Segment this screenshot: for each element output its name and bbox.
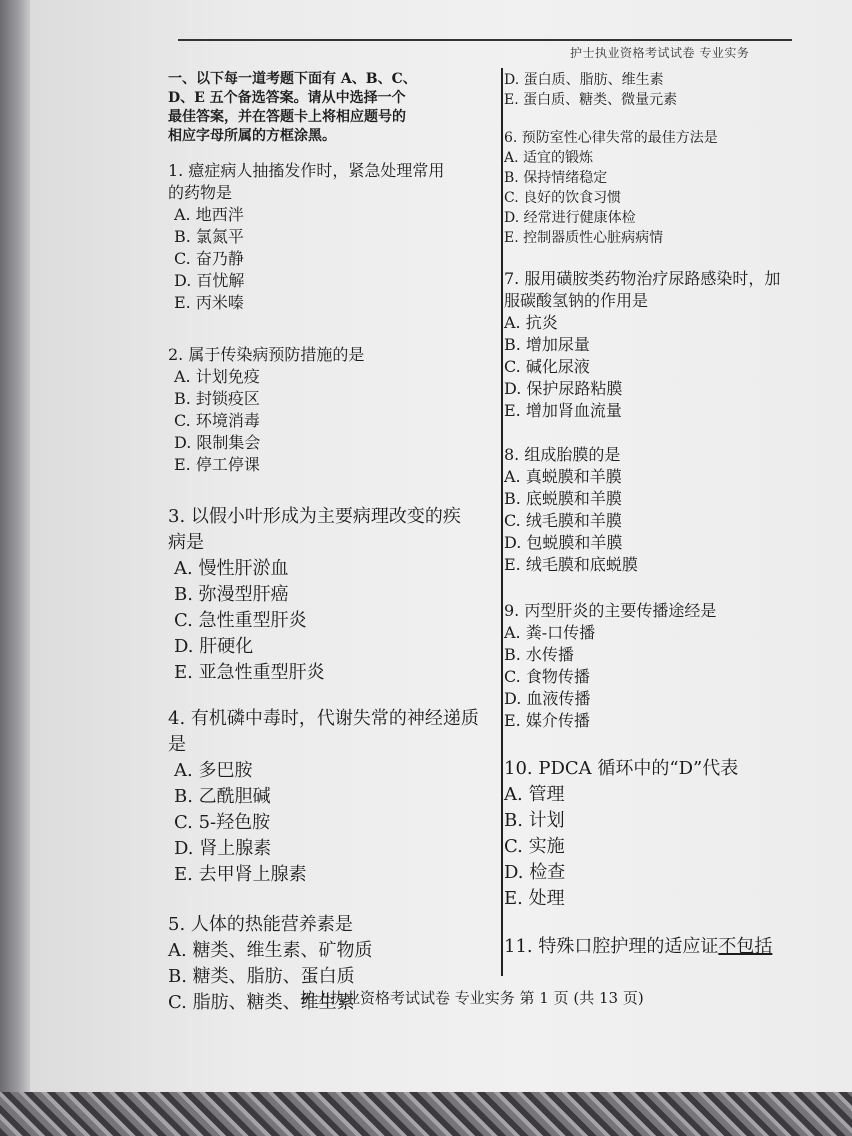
instruction-line: D、E 五个备选答案。请从中选择一个 [168, 90, 406, 106]
book-spine-shadow [0, 0, 30, 1136]
option-a: A. 粪-口传播 [504, 623, 596, 642]
option-c: C. 5-羟色胺 [174, 812, 271, 833]
question-stem: 的药物是 [168, 183, 233, 202]
option-b: B. 保持情绪稳定 [504, 170, 608, 186]
option-b: B. 糖类、脂肪、蛋白质 [168, 966, 355, 987]
option-e: E. 停工停课 [174, 455, 260, 474]
option-b: B. 计划 [504, 810, 565, 831]
question-stem-text: 11. 特殊口腔护理的适应证 [504, 936, 719, 957]
option-e: E. 增加肾血流量 [504, 401, 622, 420]
question-11 [504, 934, 816, 960]
question-stem: 8. 组成胎膜的是 [504, 445, 621, 464]
question-stem: 病是 [168, 532, 204, 553]
option-c: C. 急性重型肝炎 [174, 610, 307, 631]
page-header-title: 护士执业资格考试试卷 专业实务 [570, 46, 750, 60]
question-2 [168, 344, 486, 476]
question-1 [168, 160, 486, 314]
option-d: D. 经常进行健康体检 [504, 210, 636, 226]
option-a: A. 慢性肝淤血 [174, 558, 289, 579]
option-a: A. 计划免疫 [174, 367, 260, 386]
option-d: D. 蛋白质、脂肪、维生素 [504, 72, 664, 88]
question-stem: 是 [168, 734, 186, 755]
option-b: B. 乙酰胆碱 [174, 786, 271, 807]
question-4 [168, 706, 486, 888]
question-8 [504, 444, 816, 576]
option-b: B. 底蜕膜和羊膜 [504, 489, 622, 508]
option-d: D. 限制集会 [174, 433, 261, 452]
header-rule [178, 39, 792, 41]
option-c: C. 碱化尿液 [504, 357, 590, 376]
column-divider [501, 68, 503, 976]
option-a: A. 糖类、维生素、矿物质 [168, 940, 373, 961]
section-instructions [168, 70, 486, 146]
instruction-line: 一、以下每一道考题下面有 A、B、C、 [168, 71, 417, 87]
option-d: D. 保护尿路粘膜 [504, 379, 623, 398]
instruction-line: 最佳答案，并在答题卡上将相应题号的 [168, 109, 406, 125]
question-stem [504, 934, 816, 960]
option-a: A. 适宜的锻炼 [504, 150, 594, 166]
question-stem: 1. 癔症病人抽搐发作时，紧急处理常用 [168, 161, 445, 180]
option-c: C. 绒毛膜和羊膜 [504, 511, 622, 530]
option-d: D. 检查 [504, 862, 566, 883]
option-a: A. 真蜕膜和羊膜 [504, 467, 622, 486]
option-e: E. 亚急性重型肝炎 [174, 662, 325, 683]
question-stem: 服碳酸氢钠的作用是 [504, 291, 649, 310]
question-10 [504, 756, 816, 912]
option-d: D. 肾上腺素 [174, 838, 272, 859]
option-d: D. 肝硬化 [174, 636, 254, 657]
question-stem: 4. 有机磷中毒时，代谢失常的神经递质 [168, 708, 479, 729]
question-stem: 2. 属于传染病预防措施的是 [168, 345, 365, 364]
option-e: E. 去甲肾上腺素 [174, 864, 307, 885]
question-stem: 10. PDCA 循环中的“D”代表 [504, 758, 739, 779]
question-7 [504, 268, 816, 422]
stem-emphasis: 不包括 [718, 936, 773, 957]
option-d: D. 包蜕膜和羊膜 [504, 533, 623, 552]
option-a: A. 多巴胺 [174, 760, 253, 781]
option-d: D. 百忧解 [174, 271, 245, 290]
background-fabric [0, 1092, 852, 1136]
option-c: C. 食物传播 [504, 667, 590, 686]
option-a: A. 管理 [504, 784, 565, 805]
question-stem: 9. 丙型肝炎的主要传播途经是 [504, 601, 717, 620]
option-e: E. 控制器质性心脏病病情 [504, 230, 664, 246]
option-e: E. 处理 [504, 888, 565, 909]
page-footer: 护士执业资格考试试卷 专业实务 第 1 页 (共 13 页) [300, 989, 644, 1007]
option-c: C. 奋乃静 [174, 249, 244, 268]
question-stem: 7. 服用磺胺类药物治疗尿路感染时，加 [504, 269, 781, 288]
left-column [168, 70, 486, 1016]
option-e: E. 丙米嗪 [174, 293, 244, 312]
option-a: A. 地西泮 [174, 205, 244, 224]
option-e: E. 媒介传播 [504, 711, 590, 730]
option-a: A. 抗炎 [504, 313, 558, 332]
option-c: C. 实施 [504, 836, 565, 857]
option-b: B. 水传播 [504, 645, 574, 664]
option-c: C. 环境消毒 [174, 411, 260, 430]
option-b: B. 封锁疫区 [174, 389, 260, 408]
question-9 [504, 600, 816, 732]
option-e: E. 绒毛膜和底蜕膜 [504, 555, 638, 574]
question-stem: 3. 以假小叶形成为主要病理改变的疾 [168, 506, 461, 527]
option-b: B. 氯氮平 [174, 227, 244, 246]
question-6 [504, 128, 816, 248]
option-c: C. 良好的饮食习惯 [504, 190, 622, 206]
option-b: B. 增加尿量 [504, 335, 590, 354]
option-b: B. 弥漫型肝癌 [174, 584, 289, 605]
instruction-line: 相应字母所属的方框涂黑。 [168, 128, 336, 144]
option-d: D. 血液传播 [504, 689, 591, 708]
question-5-continued [504, 70, 816, 110]
option-c: C. 脂肪、糖类、维生素 [168, 992, 355, 1013]
question-3 [168, 504, 486, 686]
question-stem: 6. 预防室性心律失常的最佳方法是 [504, 130, 718, 146]
question-stem: 5. 人体的热能营养素是 [168, 914, 353, 935]
right-column [504, 70, 816, 960]
option-e: E. 蛋白质、糖类、微量元素 [504, 92, 678, 108]
